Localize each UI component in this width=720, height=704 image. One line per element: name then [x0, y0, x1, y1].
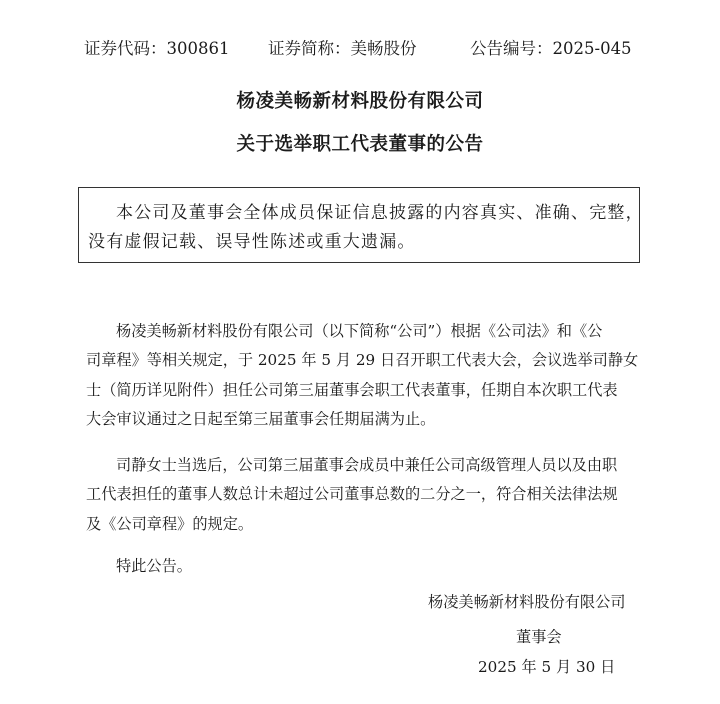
- announcement-number: 公告编号：2025-045: [470, 39, 632, 58]
- signature-company: 杨凌美畅新材料股份有限公司: [428, 593, 626, 611]
- announcement-title: 关于选举职工代表董事的公告: [236, 134, 484, 155]
- signature-board: 董事会: [516, 628, 562, 646]
- notice-line: 本公司及董事会全体成员保证信息披露的内容真实、准确、完整，: [116, 203, 644, 223]
- announcement-header: [84, 36, 644, 62]
- paragraph-1-line: 大会审议通过之日起至第三届董事会任期届满为止。: [86, 410, 436, 428]
- signature-date: 2025 年 5 月 30 日: [478, 658, 616, 676]
- stock-abbreviation: 证券简称：美畅股份: [268, 39, 417, 58]
- paragraph-2-line: 司静女士当选后，公司第三届董事会成员中兼任公司高级管理人员以及由职: [116, 456, 618, 474]
- paragraph-1-line: 杨凌美畅新材料股份有限公司（以下简称“公司”）根据《公司法》和《公: [116, 322, 603, 340]
- closing-statement: 特此公告。: [116, 557, 192, 575]
- paragraph-2-line: 工代表担任的董事人数总计未超过公司董事总数的二分之一，符合相关法律法规: [86, 485, 618, 503]
- paragraph-1-line: 司章程》等相关规定，于 2025 年 5 月 29 日召开职工代表大会，会议选举司静女: [86, 351, 639, 369]
- paragraph-1-line: 士（简历详见附件）担任公司第三届董事会职工代表董事，任期自本次职工代表: [86, 381, 618, 399]
- paragraph-2-line: 及《公司章程》的规定。: [86, 515, 254, 533]
- company-title: 杨凌美畅新材料股份有限公司: [236, 91, 484, 112]
- stock-code: 证券代码：300861: [84, 39, 230, 58]
- notice-line: 没有虚假记载、误导性陈述或重大遗漏。: [88, 232, 416, 252]
